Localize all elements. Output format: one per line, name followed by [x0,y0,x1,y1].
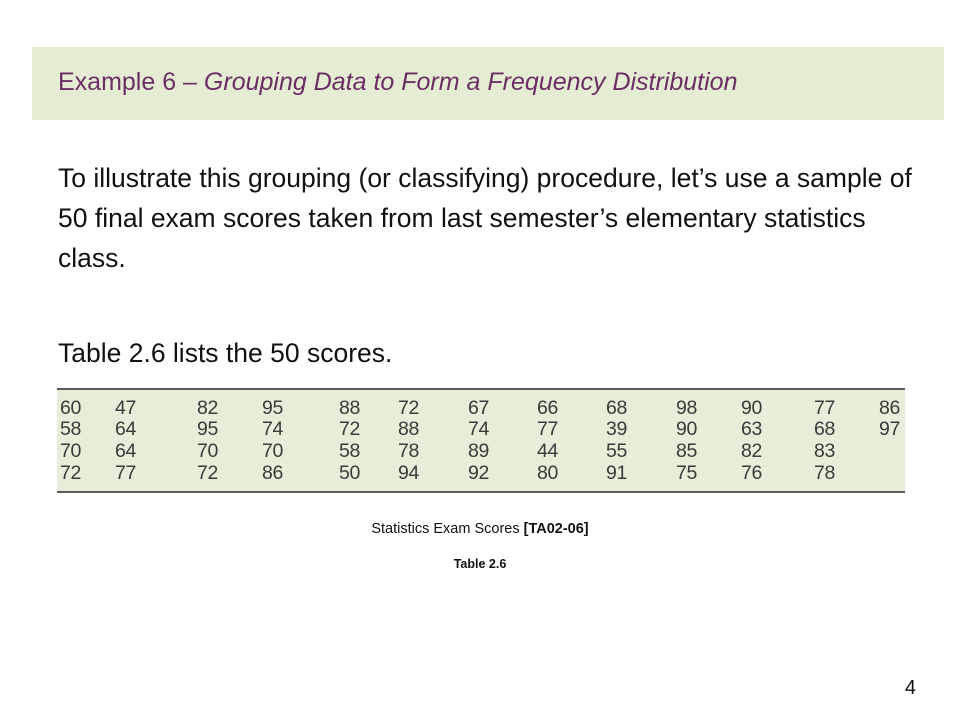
score-cell: 98 [676,397,698,419]
score-cell: 90 [676,418,698,440]
score-cell: 83 [814,440,836,462]
paragraph-1-text: To illustrate this grouping (or classifying) procedure, let’s use a sample of 50 final exam scores taken from last semester’s elementary statistics class. [58,163,912,273]
caption-text: Statistics Exam Scores [371,521,524,537]
score-cell: 64 [115,440,137,462]
score-cell: 86 [879,397,901,419]
score-cell: 39 [606,418,628,440]
score-cell: 78 [398,440,420,462]
table-caption [0,521,960,537]
score-cell: 78 [814,462,836,484]
score-cell: 58 [339,440,361,462]
score-cell: 47 [115,397,137,419]
score-cell: 90 [741,397,763,419]
score-cell: 72 [60,462,82,484]
score-cell: 76 [741,462,763,484]
score-cell: 80 [537,462,559,484]
score-cell: 68 [814,418,836,440]
score-cell: 77 [537,418,559,440]
score-cell: 63 [741,418,763,440]
score-cell: 72 [339,418,361,440]
score-cell: 94 [398,462,420,484]
score-cell: 67 [468,397,490,419]
score-cell: 70 [197,440,219,462]
score-cell: 97 [879,418,901,440]
score-cell: 88 [398,418,420,440]
score-cell: 75 [676,462,698,484]
score-cell: 72 [398,397,420,419]
score-cell: 86 [262,462,284,484]
score-cell: 95 [197,418,219,440]
score-cell: 55 [606,440,628,462]
score-cell: 88 [339,397,361,419]
table-row [57,418,905,440]
score-cell: 85 [676,440,698,462]
score-cell: 82 [197,397,219,419]
score-cell: 77 [814,397,836,419]
score-cell: 92 [468,462,490,484]
score-cell: 95 [262,397,284,419]
table-row [57,440,905,462]
caption-code: [TA02-06] [523,521,589,537]
score-cell: 70 [262,440,284,462]
body-paragraph-2: Table 2.6 lists the 50 scores. [58,338,393,368]
score-cell: 44 [537,440,559,462]
score-cell: 60 [60,397,82,419]
score-cell: 50 [339,462,361,484]
exam-scores-table [57,388,905,493]
score-cell: 72 [197,462,219,484]
page-number: 4 [904,677,916,699]
score-cell: 91 [606,462,628,484]
score-cell: 74 [468,418,490,440]
score-cell: 77 [115,462,137,484]
slide-title [58,68,738,97]
score-cell: 70 [60,440,82,462]
title-emphasis: Grouping Data to Form a Frequency Distribution [203,68,738,96]
score-cell: 82 [741,440,763,462]
title-prefix: Example 6 – [58,68,204,96]
table-row [57,397,905,419]
score-cell: 58 [60,418,82,440]
score-cell: 64 [115,418,137,440]
score-cell: 68 [606,397,628,419]
score-cell: 74 [262,418,284,440]
table-label: Table 2.6 [453,557,507,571]
table-row [57,462,905,484]
body-paragraph-1 [58,158,918,278]
score-cell: 66 [537,397,559,419]
score-cell: 89 [468,440,490,462]
